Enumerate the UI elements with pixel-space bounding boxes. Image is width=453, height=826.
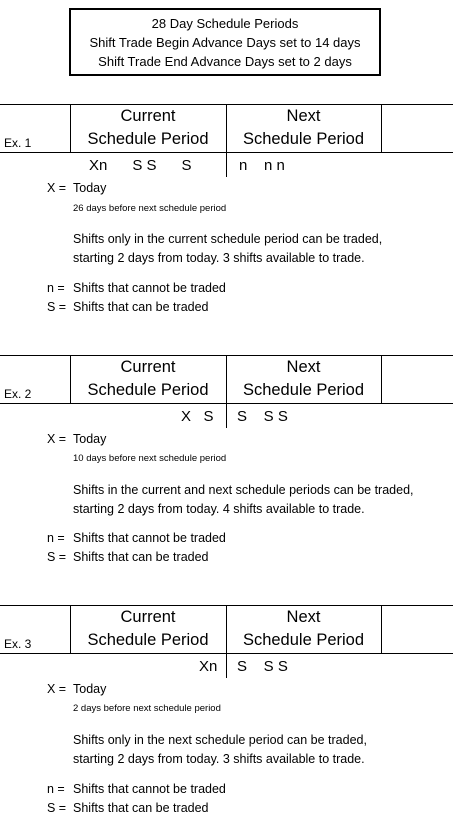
days-before-note: 10 days before next schedule period [73,453,227,464]
settings-line-period: 28 Day Schedule Periods [151,15,299,31]
settings-line-end: Shift Trade End Advance Days set to 2 days [98,53,352,69]
trade-description: Shifts in the current and next schedule periods can be traded, starting 2 days from today. 4 shifts available to trade. [73,483,414,516]
legend-text-n: Shifts that cannot be traded [73,782,226,796]
legend-text-n: Shifts that cannot be traded [73,531,226,545]
schedule-settings-box [69,8,381,76]
column-divider [381,355,382,403]
current-period-shift-marks: Xn S S S [89,157,192,174]
legend-text-s: Shifts that can be traded [73,801,209,815]
legend-key-s: S = [47,300,67,314]
trade-description: Shifts only in the current schedule period can be traded, starting 2 days from today. 3 shifts available to trade. [73,232,383,265]
current-period-title: Current Schedule Period [87,358,209,399]
next-period-title: Next Schedule Period [242,608,365,649]
today-value: Today [73,181,107,195]
current-period-title: Current Schedule Period [87,107,209,148]
trade-description: Shifts only in the next schedule period can be traded, starting 2 days from today. 3 shifts available to trade. [73,733,367,766]
next-period-shift-marks: n n n [239,157,285,174]
example-label: Ex. 2 [4,387,32,401]
legend-key-s: S = [47,550,67,564]
today-value: Today [73,682,107,696]
next-period-shift-marks: S S S [237,408,288,425]
legend-text-s: Shifts that can be traded [73,550,209,564]
current-period-title: Current Schedule Period [87,608,209,649]
legend-text-s: Shifts that can be traded [73,300,209,314]
next-period-title: Next Schedule Period [242,107,365,148]
legend-key-n: n = [47,281,65,295]
current-period-shift-marks: Xn [199,658,218,675]
example-label: Ex. 1 [4,136,32,150]
today-value: Today [73,432,107,446]
legend-text-n: Shifts that cannot be traded [73,281,226,295]
column-divider [381,104,382,152]
next-period-title: Next Schedule Period [242,358,365,399]
next-period-shift-marks: S S S [237,658,288,675]
column-divider [381,605,382,653]
days-before-note: 26 days before next schedule period [73,203,227,214]
today-key: X = [47,181,67,195]
legend-key-s: S = [47,801,67,815]
current-period-shift-marks: X S [181,408,214,425]
legend-key-n: n = [47,531,65,545]
today-key: X = [47,432,67,446]
legend-key-n: n = [47,782,65,796]
example-label: Ex. 3 [4,637,32,651]
settings-line-begin: Shift Trade Begin Advance Days set to 14 days [89,34,361,50]
today-key: X = [47,682,67,696]
days-before-note: 2 days before next schedule period [73,703,221,714]
